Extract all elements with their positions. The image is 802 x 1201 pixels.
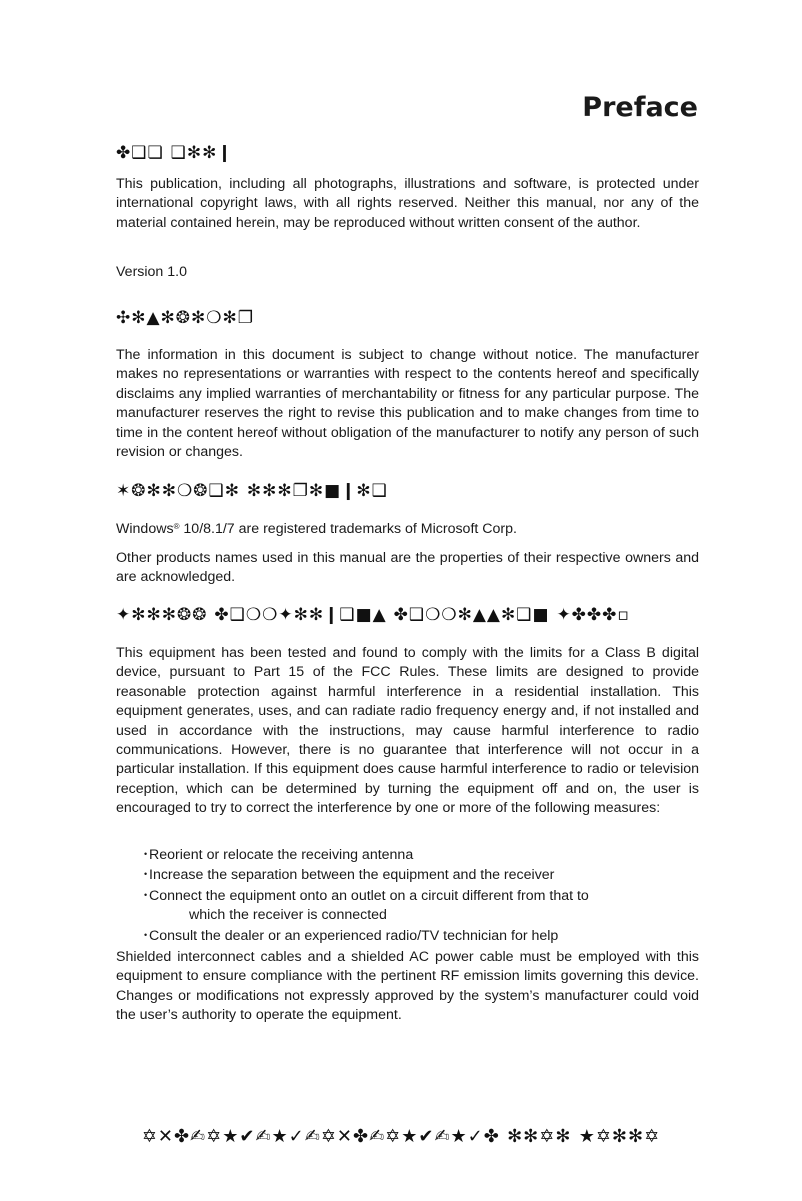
list-item-text: Connect the equipment onto an outlet on a circuit different from that to xyxy=(149,887,589,904)
list-item-text: Consult the dealer or an experienced radio/TV technician for help xyxy=(149,927,559,944)
bullet-icon: • xyxy=(144,929,148,940)
list-item-text: Reorient or relocate the receiving antenna xyxy=(149,847,414,863)
list-item xyxy=(144,926,704,946)
version-text: Version 1.0 xyxy=(116,264,187,280)
page-title: Preface xyxy=(582,92,698,123)
registered-mark: ® xyxy=(173,522,180,531)
list-item xyxy=(144,845,704,865)
fcc-closing-paragraph: Shielded interconnect cables and a shielded AC power cable must be employed with this equipment to ensure compliance with the pertinent RF emission limits governing this device. Changes or modifications not expressly approved by the system’s manufacturer could void the user’s authority to operate the equipment. xyxy=(116,949,699,1024)
disclaimer-paragraph: The information in this document is subject to change without notice. The manufacturer makes no representations or warranties with respect to the contents hereof and specifically disclaims any implied warranties of merchantability or fitness for any particular purpose. The manufacturer reserves the right to revise this publication and to make changes from time to time in the content hereof without obligation of the manufacturer to notify any person of such revision or changes. xyxy=(116,347,699,461)
bullet-icon: • xyxy=(144,869,148,880)
list-item xyxy=(144,865,704,885)
fcc-paragraph: This equipment has been tested and found to comply with the limits for a Class B digital device, pursuant to Part 15 of the FCC Rules. These limits are designed to provide reasonable protection against harmful interference in a residential installation. This equipment generates, uses, and can radiate radio frequency energy and, if not installed and used in accordance with the instructions, may cause harmful interference to radio communications. However, there is no guarantee that interference will not occur in a particular installation. If this equipment does cause harmful interference to radio or television reception, which can be determined by turning the equipment off and on, the user is encouraged to try to correct the interference by one or more of the following measures: xyxy=(116,645,699,817)
list-item xyxy=(144,886,704,926)
trademarks-heading: ✶❂✻✻❍❂❑✻ ✻✻✻❐✻■❙✻❑ xyxy=(116,481,388,501)
list-item-text: Increase the separation between the equipment and the receiver xyxy=(149,867,555,884)
windows-trademark-rest: 10/8.1/7 are registered trademarks of Microsoft Corp. xyxy=(179,521,517,537)
copyright-paragraph: This publication, including all photographs, illustrations and software, is protected under international copyright laws, with all rights reserved. Neither this manual, nor any of the material contained herein, may be reproduced without written consent of the author. xyxy=(116,176,699,231)
list-item-continuation: which the receiver is connected xyxy=(189,907,387,924)
windows-name: Windows xyxy=(116,521,174,537)
disclaimer-heading: ✣✻▲✻❂✻❍✻❐ xyxy=(116,308,255,328)
bullet-icon: • xyxy=(144,889,148,900)
other-trademarks-text: Other products names used in this manual are the properties of their respective owners and are acknowledged. xyxy=(116,550,699,586)
bullet-icon: • xyxy=(144,849,148,859)
copyright-heading: ✤❑❏ ❑✻✻❙ xyxy=(116,143,233,163)
fcc-heading: ✦✻✻✻❂❂ ✤❑❍❍✦✻✻❙❑■▲ ✤❑❍❍✻▲▲✻❑■ ✦✤✤✤▫ xyxy=(116,605,630,625)
fcc-measures-list xyxy=(144,845,704,946)
page-footer: ✡✕✤✍✡★✔✍★✓✍✡✕✤✍✡★✔✍★✓✤ ✻✻✡✻ ★✡✻✻✡ xyxy=(141,1126,661,1147)
windows-trademark-text xyxy=(116,517,517,539)
